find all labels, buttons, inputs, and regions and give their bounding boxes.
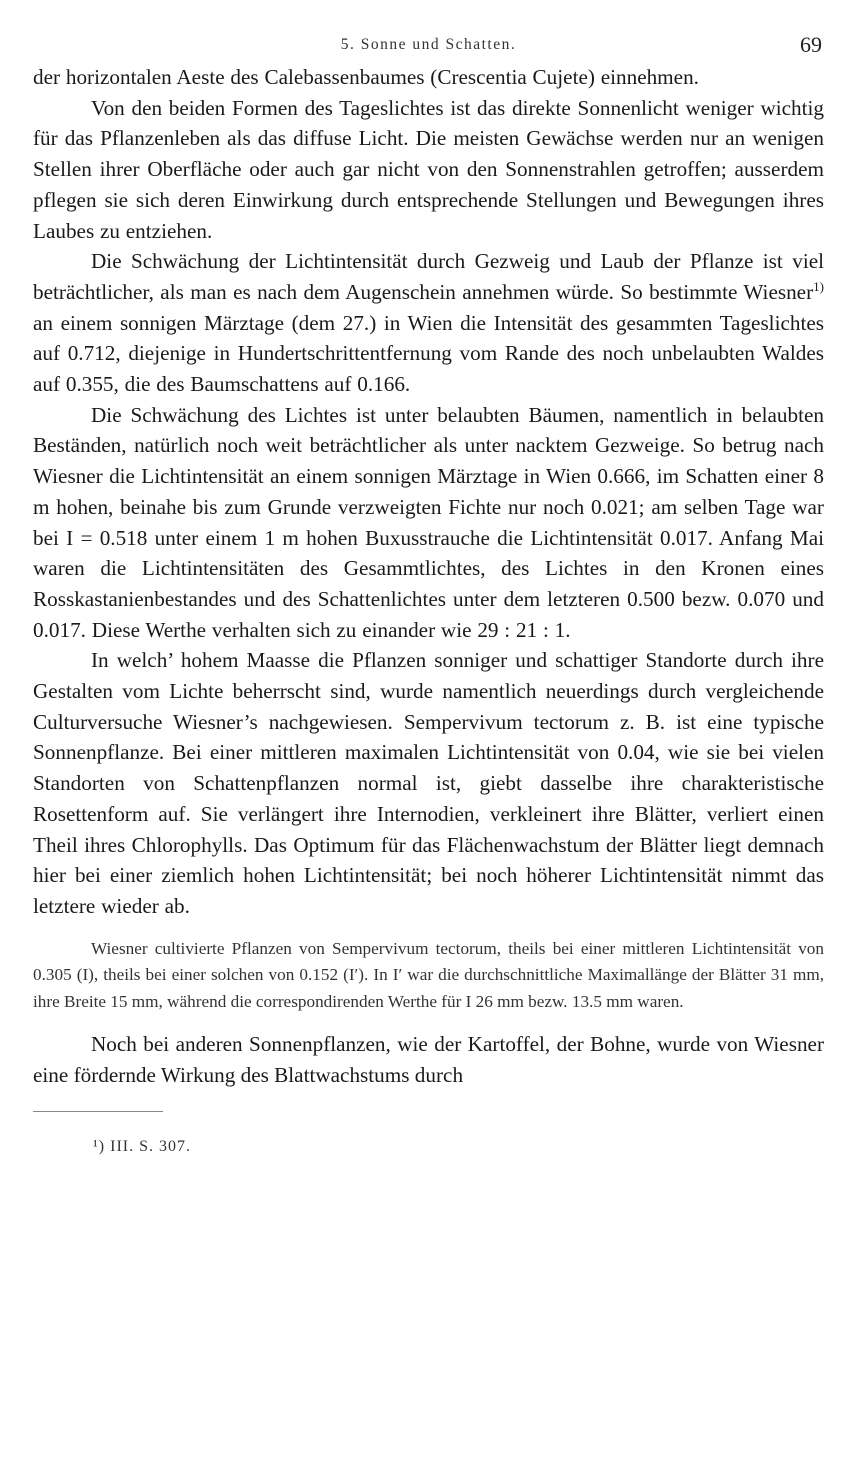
page-number: 69 bbox=[800, 32, 822, 57]
paragraph-schwaechung-gezweig bbox=[33, 246, 824, 400]
paragraph-tageslicht: Von den beiden Formen des Tageslichtes ist das direkte Sonnenlicht weniger wichtig für das Pflanzenleben als das diffuse Licht. Die meisten Gewächse werden nur an wenigen Stellen ihrer Oberfläche oder auch gar nicht von den Sonnenstrahlen getroffen; ausserdem pflegen sie sich deren Einwirkung durch entsprechende Stellungen und Bewegungen ihres Laubes zu entziehen. bbox=[33, 95, 824, 243]
paragraph-text-after: an einem sonnigen Märztage (dem 27.) in Wien die Intensität des gesammten Tageslichtes auf 0.712, diejenige in Hundertschrittentfernung vom Rande des noch unbelaubten Waldes auf 0.355, die des Baumschattens auf 0.166. bbox=[33, 310, 824, 397]
paragraph-culturversuche: In welch’ hohem Maasse die Pflanzen sonniger und schattiger Standorte durch ihre Gestalten vom Lichte beherrscht sind, wurde namentlich neuerdings durch vergleichende Culturversuche Wiesner’s nachgewiesen. Sempervivum tectorum z. B. ist eine typische Sonnenpflanze. Bei einer mittleren maximalen Lichtintensität von 0.04, wie sie bei vielen Standorten von Schattenpflanzen normal ist, giebt dasselbe ihre charakteristische Rosettenform auf. Sie verlängert ihre Internodien, verkleinert ihre Blätter, verliert einen Theil ihres Chlorophylls. Das Optimum für das Flächenwachstum der Blätter liegt demnach hier bei einer ziemlich hohen Lichtintensität; bei noch höherer Lichtintensität nimmt das letztere wieder ab. bbox=[33, 648, 824, 918]
body-text bbox=[33, 62, 824, 922]
running-title: 5. Sonne und Schatten. bbox=[340, 36, 517, 53]
paragraph-text-before: Die Schwächung der Lichtintensität durch Gezweig und Laub der Pflanze ist viel beträchtlicher, als man es nach dem Augenschein annehmen würde. So bestimmte Wiesner bbox=[33, 249, 824, 304]
after-note bbox=[33, 1029, 824, 1090]
small-print-note: Wiesner cultivierte Pflanzen von Sempervivum tectorum, theils bei einer mittleren Lichtintensität von 0.305 (I), theils bei einer solchen von 0.152 (I′). In I′ war die durchschnittliche Maximallänge der Blätter 31 mm, ihre Breite 15 mm, während die correspondirenden Werthe für I 26 mm bezw. 13.5 mm waren. bbox=[33, 938, 824, 1011]
footnote-rule bbox=[33, 1111, 163, 1112]
footnote: ¹) III. S. 307. bbox=[93, 1137, 192, 1155]
paragraph-continuation: der horizontalen Aeste des Calebassenbaumes (Crescentia Cujete) einnehmen. bbox=[33, 65, 699, 89]
running-head bbox=[33, 28, 824, 62]
paragraph-sonnenpflanzen: Noch bei anderen Sonnenpflanzen, wie der Kartoffel, der Bohne, wurde von Wiesner eine fördernde Wirkung des Blattwachstums durch bbox=[33, 1032, 824, 1087]
paragraph-schwaechung-baeume: Die Schwächung des Lichtes ist unter belaubten Bäumen, namentlich in belaubten Beständen, natürlich noch weit beträchtlicher als unter nacktem Gezweige. So betrug nach Wiesner die Lichtintensität an einem sonnigen Märztage in Wien 0.666, im Schatten einer 8 m hohen, beinahe bis zum Grunde verzweigten Fichte nur noch 0.021; am selben Tage war bei I = 0.518 unter einem 1 m hohen Buxusstrauche die Lichtintensität 0.017. Anfang Mai waren die Lichtintensitäten des Gesammtlichtes, des Lichtes in den Kronen eines Rosskastanienbestandes und des Schattenlichtes unter dem letzteren 0.500 bezw. 0.070 und 0.017. Diese Werthe verhalten sich zu einander wie 29 : 21 : 1. bbox=[33, 402, 824, 642]
footnote-marker: 1) bbox=[813, 278, 824, 294]
